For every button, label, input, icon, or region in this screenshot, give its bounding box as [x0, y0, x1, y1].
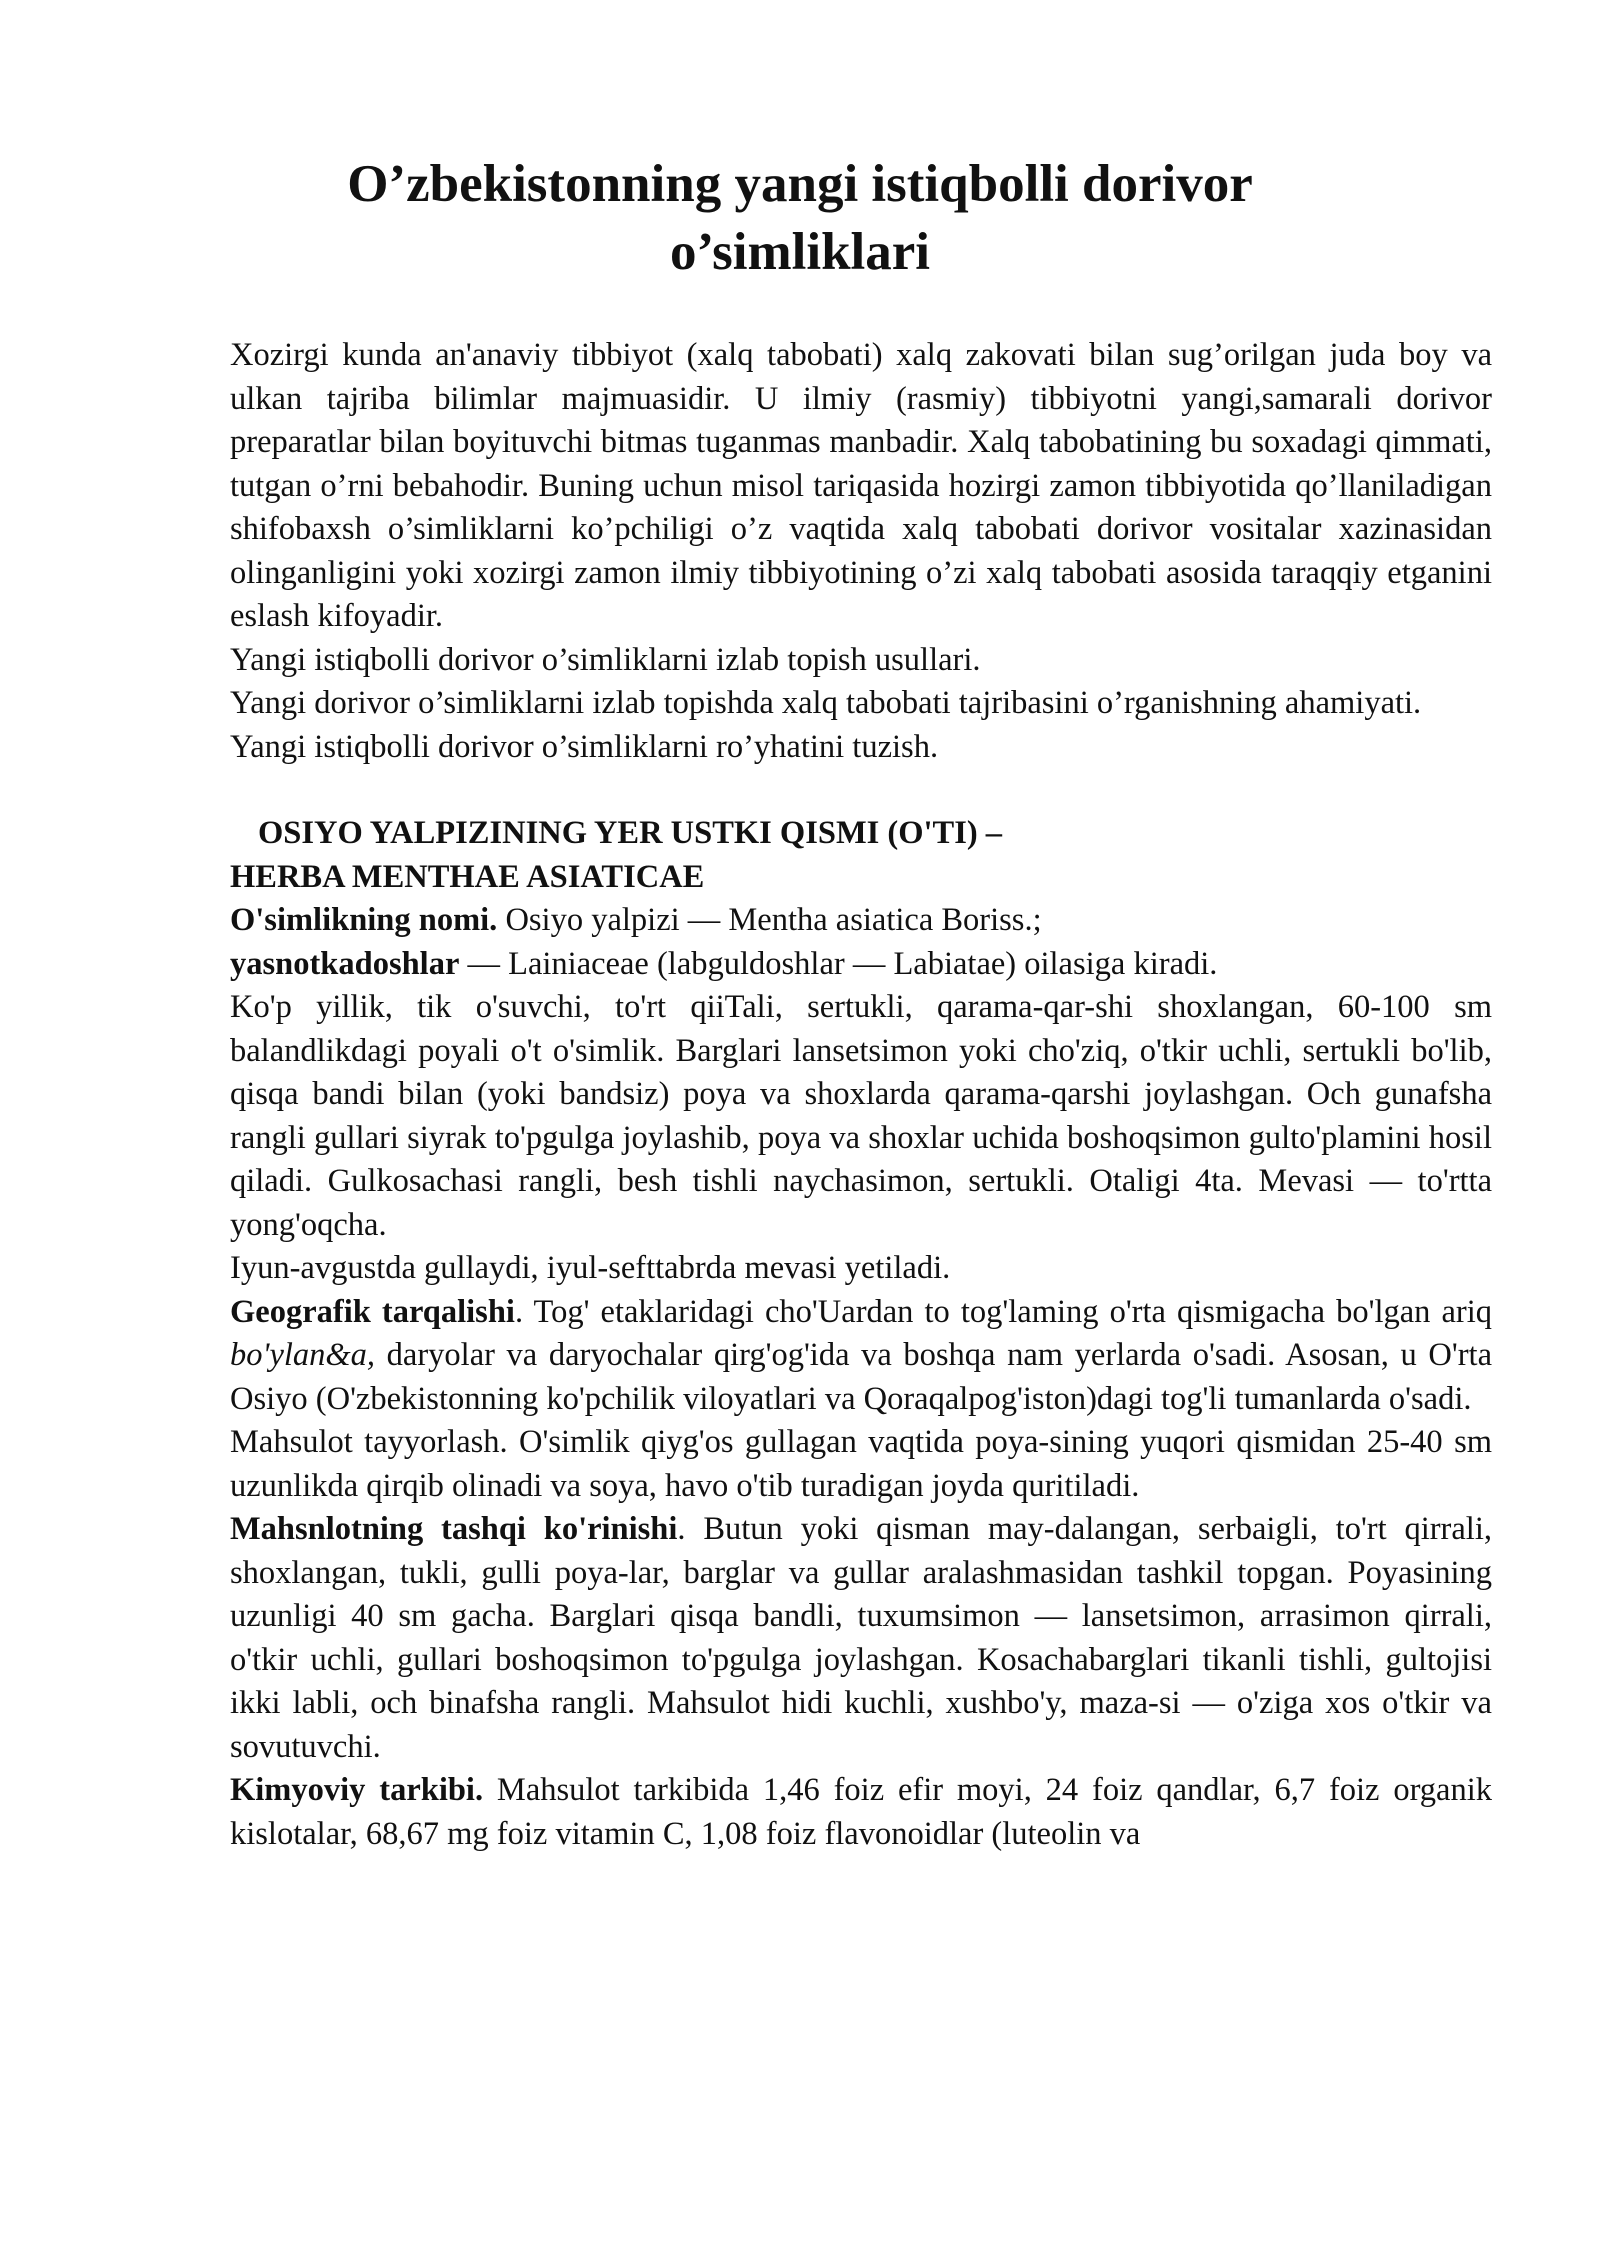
plant-family-text: — Lainiaceae (labguldoshlar — Labiatae) oilasiga kiradi.: [459, 945, 1218, 982]
list-line: Yangi istiqbolli dorivor o’simliklarni ro’yhatini tuzish.: [230, 728, 939, 765]
document-title: [230, 150, 1370, 286]
harvest-paragraph: Mahsulot tayyorlash. O'simlik qiyg'os gullagan vaqtida poya-sining yuqori qismidan 25-40 sm uzunlikda qirqib olinadi va soya, havo o'tib turadigan joyda quritiladi.: [230, 1424, 1492, 1504]
geography-italic-text: bo'ylan&a,: [230, 1337, 376, 1373]
plant-family-label: yasnotkadoshlar: [230, 945, 460, 982]
section-heading: [230, 812, 1492, 899]
title-line-1: O’zbekistonning yangi istiqbolli dorivor: [347, 155, 1253, 213]
plant-family-paragraph: [230, 943, 1492, 987]
section-heading-line-2: HERBA MENTHAE ASIATICAE: [230, 858, 705, 895]
chemistry-text: Mahsulot tarkibida 1,46 foiz efir moyi, 24 foiz qandlar, 6,7 foiz organik kislotalar, 68,67 mg foiz vitamin C, 1,08 foiz flavonoidlar (luteolin va: [230, 1772, 1493, 1852]
geography-text-1: . Tog' etaklaridagi cho'Uardan to tog'laming o'rta qismigacha bo'lgan ariq: [514, 1293, 1493, 1330]
appearance-paragraph: [230, 1508, 1492, 1769]
importance-line: Yangi dorivor o’simliklarni izlab topishda xalq tabobati tajribasini o’rganishning ahamiyati.: [230, 685, 1422, 721]
geography-label: Geografik tarqalishi: [230, 1293, 515, 1330]
chemistry-paragraph: [230, 1769, 1492, 1856]
geography-text-2: daryolar va daryochalar qirg'og'ida va boshqa nam yerlarda o'sadi. Asosan, u O'rta Osiyo (O'zbekistonning ko'pchilik viloyatlari va Qoraqalpog'iston)dagi tog'li tumanlarda o'sadi.: [230, 1337, 1492, 1417]
methods-line: Yangi istiqbolli dorivor o’simliklarni izlab topish usullari.: [230, 641, 981, 678]
flowering-paragraph: Iyun-avgustda gullaydi, iyul-sefttabrda mevasi yetiladi.: [230, 1250, 951, 1286]
plant-name-paragraph: [230, 899, 1492, 943]
intro-paragraph: Xozirgi kunda an'anaviy tibbiyot (xalq tabobati) xalq zakovati bilan sug’orilgan juda boy va ulkan tajriba bilimlar majmuasidir. U ilmiy (rasmiy) tibbiyotni yangi,samarali dorivor preparatlar bilan boyituvchi bitmas tuganmas manbadir. Xalq tabobatining bu soxadagi qimmati, tutgan o’rni bebahodir. Buning uchun misol tariqasida hozirgi zamon tibbiyotida qo’llaniladigan shifobaxsh o’simliklarni ko’pchiligi o’z vaqtida xalq tabobati dorivor vositalar xazinasidan olinganligini yoki xozirgi zamon ilmiy tibbiyotining o’zi xalq tabobati asosida taraqqiy etganini eslash kifoyadir.: [230, 337, 1492, 634]
description-paragraph: Ko'p yillik, tik o'suvchi, to'rt qiiTali, sertukli, qarama-qar-shi shoxlangan, 60-100 sm balandlikdagi poyali o't o'simlik. Barglari lansetsimon yoki cho'ziq, o'tkir uchli, sertukli bo'lib, qisqa bandi bilan (yoki bandsiz) poya va shoxlarda qarama-qarshi joylashgan. Och gunafsha rangli gullari siyrak to'pgulga joylashib, poya va shoxlar uchida boshoqsimon gulto'plamini hosil qiladi. Gulkosachasi rangli, besh tishli naychasimon, sertukli. Otaligi 4ta. Mevasi — to'rtta yong'oqcha.: [230, 989, 1492, 1243]
plant-name-label: O'simlikning nomi.: [230, 902, 498, 938]
title-line-2: o’simliklari: [669, 223, 931, 281]
appearance-text: . Butun yoki qisman may-dalangan, serbaigli, to'rt qirrali, shoxlangan, tukli, gulli poya-lar, barglar va gullar aralashmasidan tashkil topgan. Poyasining uzunligi 40 sm gacha. Barglari qisqa bandli, tuxumsimon — lansetsimon, arrasimon qirrali, o'tkir uchli, gullari boshoqsimon to'pgulga joylashgan. Kosachabarglari tikanli tishli, gultojisi ikki labli, och binafsha rangli. Mahsulot hidi kuchli, xushbo'y, maza-si — o'ziga xos o'tkir va sovutuvchi.: [230, 1511, 1492, 1765]
geography-paragraph: [230, 1291, 1492, 1422]
chemistry-label: Kimyoviy tarkibi.: [230, 1772, 484, 1808]
section-heading-line-1: OSIYO YALPIZINING YER USTKI QISMI (O'TI) –: [258, 815, 1003, 851]
appearance-label: Mahsnlotning tashqi ko'rinishi: [230, 1511, 678, 1547]
paragraph-gap: [230, 769, 1492, 812]
plant-name-text: Osiyo yalpizi — Mentha asiatica Boriss.;: [497, 902, 1042, 938]
document-body: [230, 334, 1492, 1856]
